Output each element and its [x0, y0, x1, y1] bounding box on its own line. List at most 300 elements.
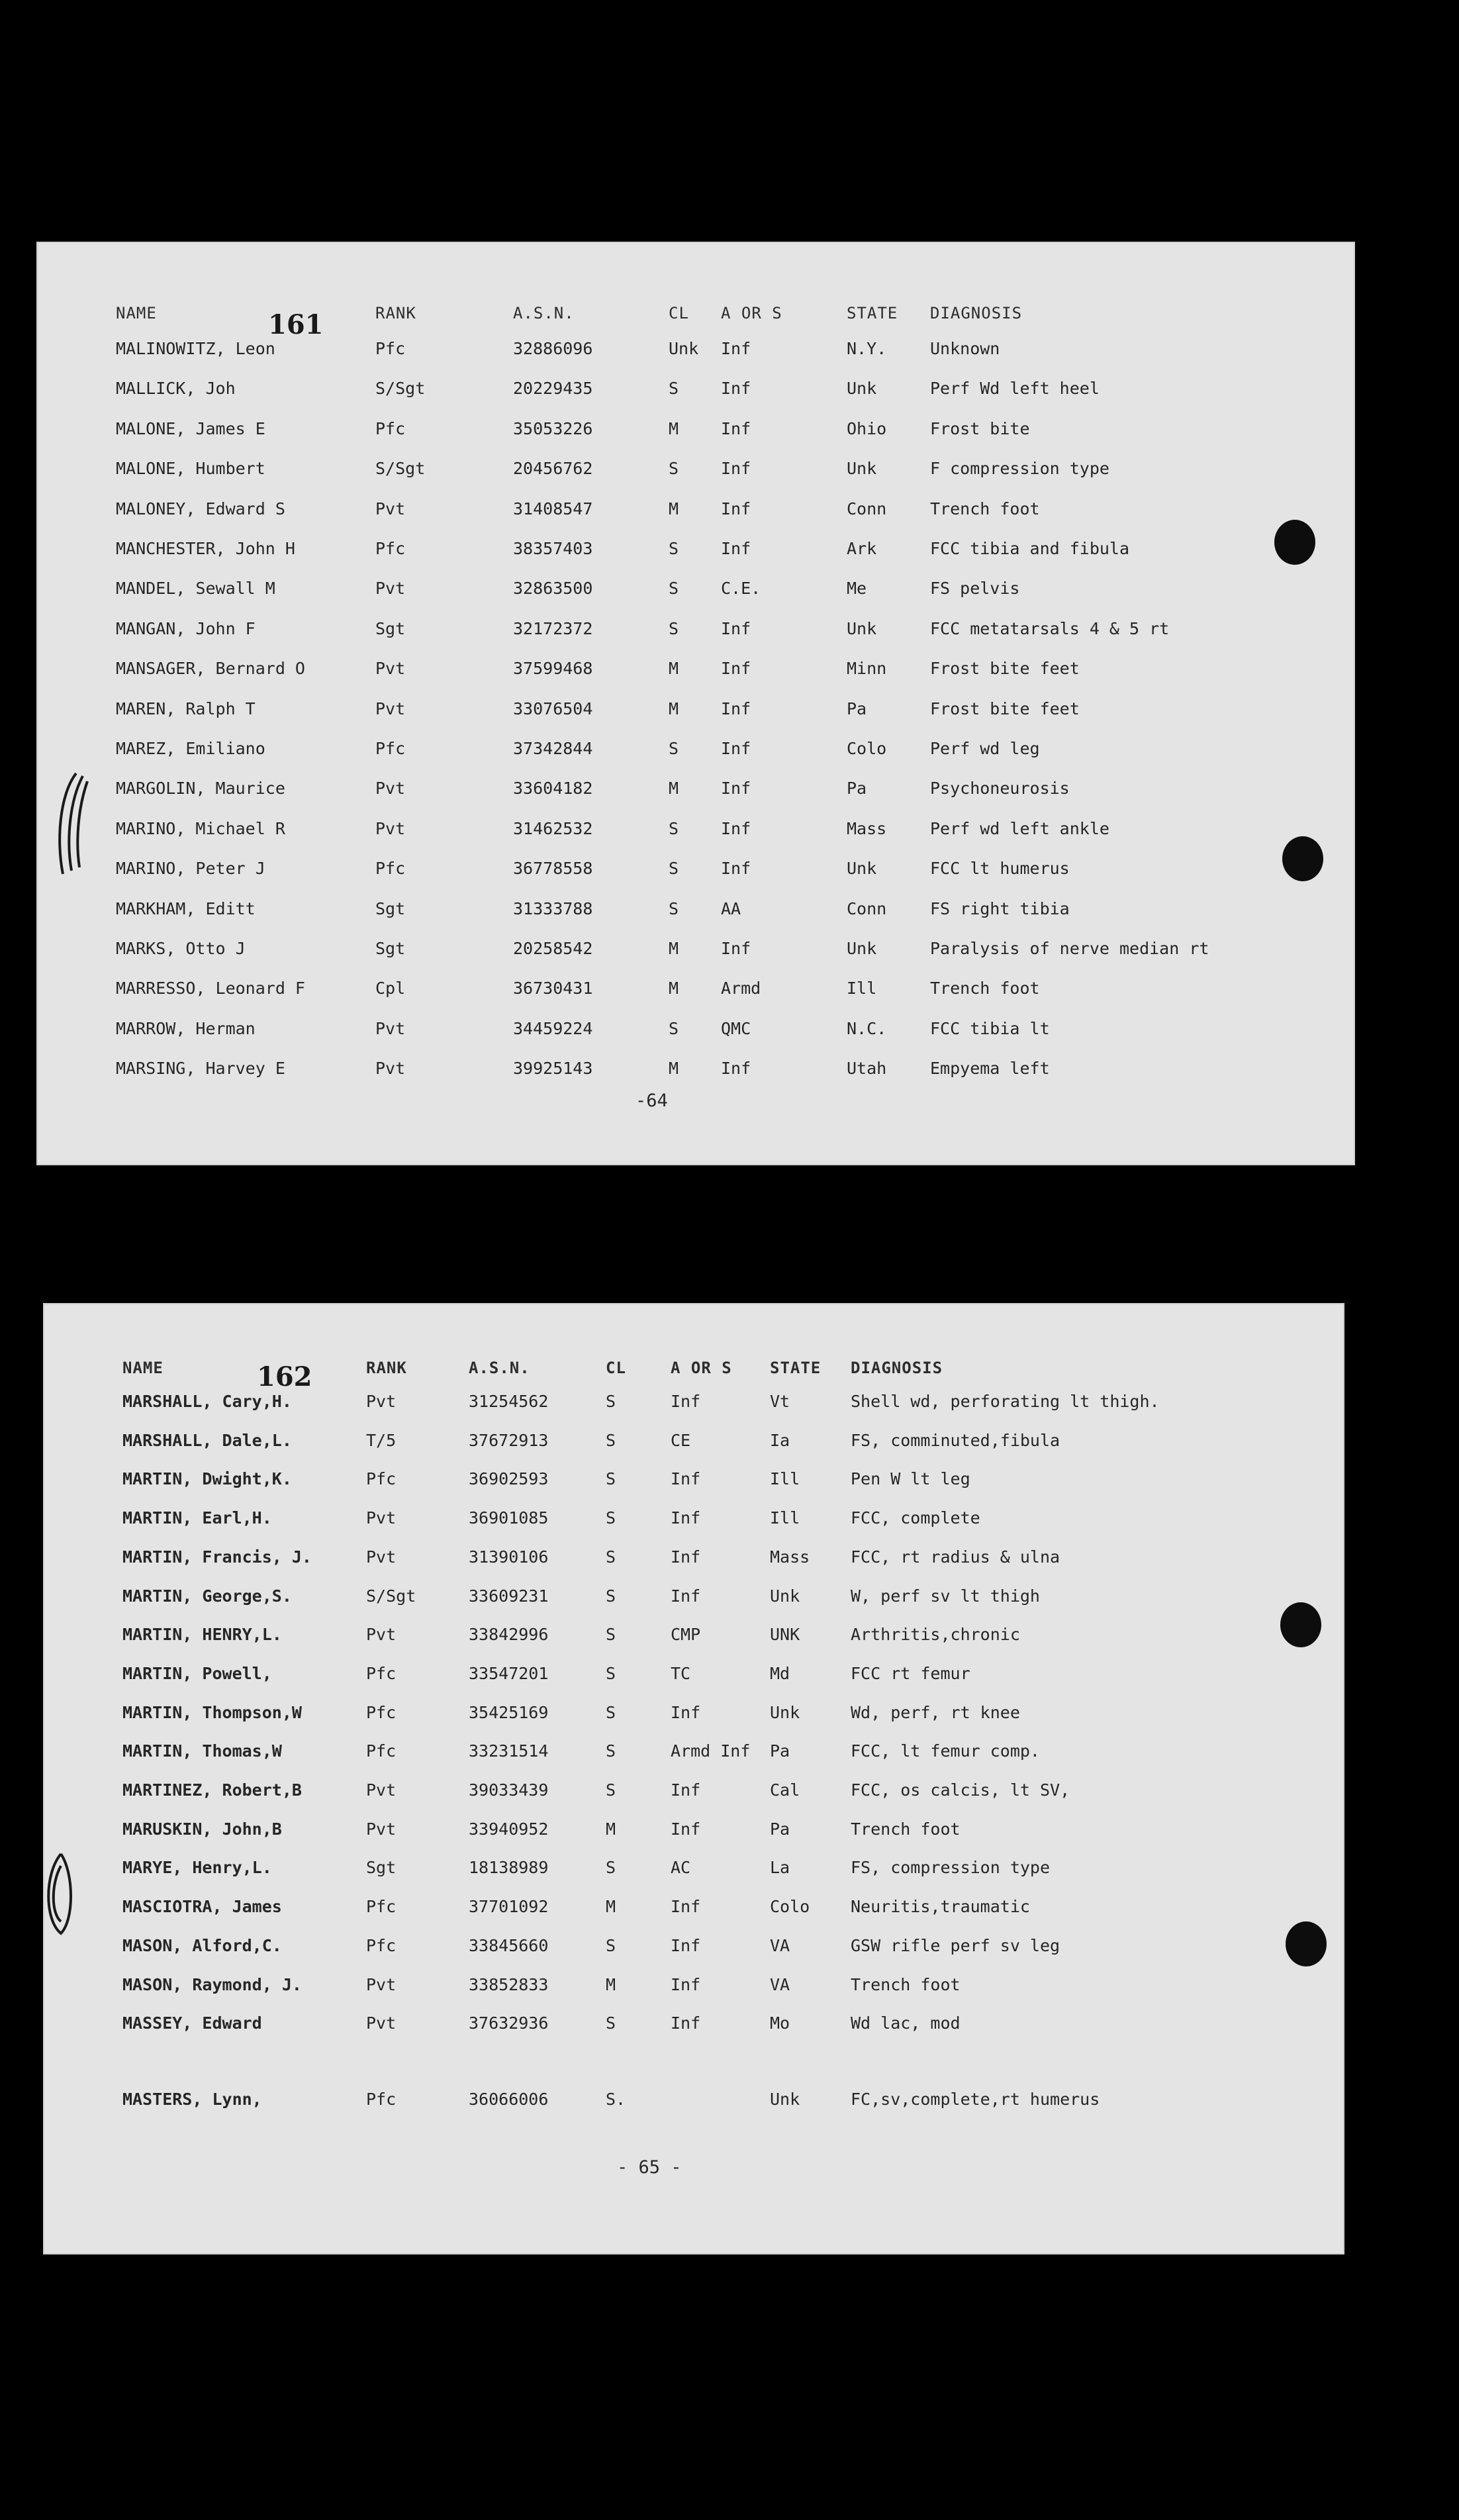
cell-rank: Pvt	[375, 1018, 406, 1038]
cell-cl: M	[606, 1974, 616, 1994]
cell-asn: 39925143	[513, 1059, 593, 1079]
cell-rank: Pvt	[366, 2013, 397, 2033]
cell-state: Ill	[847, 979, 877, 998]
table-row	[43, 1576, 1344, 1616]
cell-asn: 31462532	[513, 818, 593, 838]
header-name: NAME	[122, 1359, 164, 1377]
index-card-161	[36, 242, 1355, 1165]
cell-asn: 32886096	[513, 339, 593, 358]
cell-rank: Pfc	[366, 1741, 397, 1761]
table-row	[43, 1498, 1344, 1538]
cell-arm: AC	[671, 1858, 691, 1878]
cell-state: La	[770, 1858, 790, 1878]
cell-diagnosis: Empyema left	[930, 1059, 1050, 1079]
cell-arm: Inf	[721, 1059, 751, 1079]
cell-arm: Inf	[721, 659, 751, 679]
table-row	[43, 1459, 1344, 1499]
cell-name: MASSEY, Edward	[122, 2013, 262, 2033]
cell-state: Ia	[770, 1430, 790, 1450]
cell-rank: S/Sgt	[375, 459, 426, 479]
cell-asn: 36901085	[469, 1508, 549, 1528]
cell-diagnosis: Unknown	[930, 339, 1000, 358]
header-cl: CL	[606, 1359, 626, 1377]
cell-asn: 33852833	[469, 1974, 549, 1994]
cell-arm: Inf	[671, 1469, 701, 1489]
cell-name: MARSHALL, Dale,L.	[122, 1430, 292, 1450]
cell-arm: AA	[721, 898, 741, 918]
pen-scribble	[41, 1847, 81, 1940]
cell-name: MARTIN, George,S.	[122, 1586, 292, 1606]
cell-diagnosis: Frost bite	[930, 418, 1030, 438]
cell-cl: M	[669, 779, 679, 799]
cell-arm: Inf	[671, 1935, 701, 1955]
table-row	[43, 2080, 1344, 2119]
cell-rank: Pvt	[366, 1625, 397, 1645]
cell-asn: 36066006	[469, 2089, 549, 2109]
cell-name: MALONE, Humbert	[116, 459, 265, 479]
cell-rank: Pfc	[366, 2089, 397, 2109]
cell-name: MARTIN, Thompson,W	[122, 1702, 302, 1722]
cell-arm: Inf	[721, 939, 751, 958]
cell-name: MALONEY, Edward S	[116, 499, 285, 518]
cell-diagnosis: F compression type	[930, 459, 1109, 479]
cell-state: Mass	[847, 818, 887, 838]
cell-state: Utah	[847, 1059, 887, 1079]
table-row	[36, 449, 1355, 489]
cell-state: Ark	[847, 539, 877, 558]
cell-asn: 33940952	[469, 1819, 549, 1839]
cell-asn: 31390106	[469, 1547, 549, 1567]
table-row	[43, 1615, 1344, 1655]
cell-arm: Inf	[671, 1586, 701, 1606]
cell-rank: Pvt	[375, 818, 406, 838]
cell-diagnosis: FCC tibia lt	[930, 1018, 1050, 1038]
cell-rank: Pvt	[375, 779, 406, 799]
pen-scribble	[46, 768, 99, 881]
cell-name: MARTIN, Powell,	[122, 1663, 272, 1683]
cell-diagnosis: FCC tibia and fibula	[930, 539, 1130, 558]
cell-asn: 37632936	[469, 2013, 549, 2033]
cell-state: Colo	[770, 1897, 810, 1917]
cell-arm: Inf	[721, 739, 751, 758]
table-row	[36, 809, 1355, 849]
cell-rank: Pfc	[366, 1702, 397, 1722]
cell-cl: S	[606, 1430, 616, 1450]
card-number: 162	[257, 1361, 312, 1392]
table-row	[36, 969, 1355, 1008]
cell-asn: 35425169	[469, 1702, 549, 1722]
cell-rank: Pfc	[375, 739, 406, 758]
cell-cl: S	[669, 859, 679, 879]
cell-diagnosis: FCC lt humerus	[930, 859, 1070, 879]
cell-rank: Pvt	[375, 659, 406, 679]
table-row	[43, 1421, 1344, 1461]
cell-state: Cal	[770, 1780, 800, 1800]
cell-cl: S	[606, 1508, 616, 1528]
cell-cl: Unk	[669, 339, 699, 358]
cell-asn: 33076504	[513, 699, 593, 718]
cell-cl: M	[606, 1819, 616, 1839]
cell-cl: M	[669, 659, 679, 679]
cell-cl: M	[669, 499, 679, 518]
cell-rank: Pvt	[366, 1819, 397, 1839]
cell-rank: Pfc	[366, 1935, 397, 1955]
cell-asn: 34459224	[513, 1018, 593, 1038]
cell-asn: 39033439	[469, 1780, 549, 1800]
header-diagnosis: DIAGNOSIS	[930, 304, 1023, 322]
cell-arm: Inf	[721, 459, 751, 479]
cell-name: MARYE, Henry,L.	[122, 1858, 272, 1878]
table-row	[43, 1926, 1344, 1966]
cell-arm: Inf	[671, 1974, 701, 1994]
cell-rank: Pvt	[366, 1392, 397, 1411]
cell-name: MARINO, Michael R	[116, 818, 285, 838]
cell-asn: 20456762	[513, 459, 593, 479]
table-row	[43, 1382, 1344, 1422]
cell-asn: 38357403	[513, 539, 593, 558]
cell-arm: Inf	[721, 418, 751, 438]
cell-asn: 31408547	[513, 499, 593, 518]
cell-state: Unk	[770, 1702, 800, 1722]
punch-hole	[1286, 1921, 1327, 1966]
cell-cl: S	[606, 1469, 616, 1489]
table-row	[36, 889, 1355, 929]
header-cl: CL	[669, 304, 689, 322]
cell-cl: M	[669, 979, 679, 998]
cell-rank: Pfc	[375, 418, 406, 438]
table-row	[43, 2004, 1344, 2043]
cell-diagnosis: Psychoneurosis	[930, 779, 1070, 799]
cell-asn: 31333788	[513, 898, 593, 918]
table-row	[36, 769, 1355, 808]
table-row	[43, 1770, 1344, 1810]
cell-cl: M	[606, 1897, 616, 1917]
cell-diagnosis: Frost bite feet	[930, 659, 1080, 679]
cell-state: Pa	[770, 1819, 790, 1839]
cell-name: MARROW, Herman	[116, 1018, 256, 1038]
table-row	[36, 1049, 1355, 1089]
cell-diagnosis: FS pelvis	[930, 579, 1020, 599]
cell-name: MANGAN, John F	[116, 618, 256, 638]
cell-state: Unk	[770, 2089, 800, 2109]
cell-diagnosis: Wd, perf, rt knee	[851, 1702, 1020, 1722]
cell-rank: Sgt	[375, 939, 406, 958]
cell-state: Md	[770, 1663, 790, 1683]
cell-rank: Pfc	[366, 1897, 397, 1917]
table-row	[43, 1887, 1344, 1927]
cell-rank: Pvt	[375, 579, 406, 599]
cell-rank: S/Sgt	[366, 1586, 416, 1606]
cell-cl: S	[669, 579, 679, 599]
cell-diagnosis: Trench foot	[851, 1974, 961, 1994]
header-rank: RANK	[366, 1359, 407, 1377]
cell-diagnosis: FCC, lt femur comp.	[851, 1741, 1040, 1761]
cell-diagnosis: Wd lac, mod	[851, 2013, 961, 2033]
cell-rank: Pfc	[366, 1469, 397, 1489]
cell-asn: 35053226	[513, 418, 593, 438]
cell-state: Unk	[847, 859, 877, 879]
cell-arm: Inf	[721, 818, 751, 838]
cell-arm: Inf	[721, 499, 751, 518]
cell-cl: S	[606, 1935, 616, 1955]
cell-diagnosis: Paralysis of nerve median rt	[930, 939, 1209, 958]
header-name: NAME	[116, 304, 157, 322]
cell-diagnosis: Shell wd, perforating lt thigh.	[851, 1392, 1160, 1411]
cell-state: Conn	[847, 499, 887, 518]
cell-diagnosis: Frost bite feet	[930, 699, 1080, 718]
cell-arm: Inf	[721, 618, 751, 638]
cell-name: MARRESSO, Leonard F	[116, 979, 305, 998]
cell-diagnosis: FCC, os calcis, lt SV,	[851, 1780, 1070, 1800]
cell-arm: Armd Inf	[671, 1741, 751, 1761]
cell-state: VA	[770, 1974, 790, 1994]
table-row	[36, 529, 1355, 569]
cell-cl: S	[606, 2013, 616, 2033]
cell-name: MASON, Alford,C.	[122, 1935, 282, 1955]
cell-cl: S	[606, 1663, 616, 1683]
table-row	[36, 689, 1355, 729]
table-row	[43, 1848, 1344, 1888]
cell-asn: 33609231	[469, 1586, 549, 1606]
cell-name: MANSAGER, Bernard O	[116, 659, 305, 679]
cell-cl: S	[606, 1702, 616, 1722]
cell-rank: Cpl	[375, 979, 406, 998]
cell-name: MARTIN, Earl,H.	[122, 1508, 272, 1528]
cell-asn: 33842996	[469, 1625, 549, 1645]
header-asn: A.S.N.	[513, 304, 575, 322]
cell-arm: CE	[671, 1430, 691, 1450]
cell-state: N.Y.	[847, 339, 887, 358]
cell-cl: M	[669, 1059, 679, 1079]
table-row	[36, 929, 1355, 969]
table-row	[36, 649, 1355, 689]
table-row	[36, 729, 1355, 769]
table-row	[36, 369, 1355, 409]
table-row	[43, 1537, 1344, 1577]
cell-name: MANDEL, Sewall M	[116, 579, 275, 599]
cell-arm: Inf	[721, 339, 751, 358]
table-row	[36, 849, 1355, 889]
cell-state: Pa	[847, 699, 867, 718]
cell-arm: Inf	[671, 2013, 701, 2033]
cell-arm: Inf	[671, 1702, 701, 1722]
table-row	[36, 1009, 1355, 1049]
cell-cl: S	[669, 618, 679, 638]
cell-cl: S	[606, 1586, 616, 1606]
cell-state: Ill	[770, 1469, 800, 1489]
cell-cl: M	[669, 418, 679, 438]
cell-asn: 37599468	[513, 659, 593, 679]
cell-cl: M	[669, 939, 679, 958]
cell-arm: Inf	[671, 1392, 701, 1411]
cell-diagnosis: FCC, rt radius & ulna	[851, 1547, 1060, 1567]
cell-name: MALONE, James E	[116, 418, 265, 438]
cell-rank: S/Sgt	[375, 379, 426, 399]
cell-rank: Pvt	[366, 1974, 397, 1994]
cell-asn: 33547201	[469, 1663, 549, 1683]
cell-state: Mass	[770, 1547, 810, 1567]
cell-diagnosis: W, perf sv lt thigh	[851, 1586, 1040, 1606]
cell-rank: Sgt	[375, 618, 406, 638]
cell-cl: S	[606, 1625, 616, 1645]
cell-name: MARUSKIN, John,B	[122, 1819, 282, 1839]
cell-state: Mo	[770, 2013, 790, 2033]
cell-diagnosis: FC,sv,complete,rt humerus	[851, 2089, 1100, 2109]
cell-diagnosis: FS right tibia	[930, 898, 1070, 918]
cell-state: Ohio	[847, 418, 887, 438]
cell-asn: 36730431	[513, 979, 593, 998]
cell-state: N.C.	[847, 1018, 887, 1038]
cell-name: MARTIN, Dwight,K.	[122, 1469, 292, 1489]
page-number: - 65 -	[617, 2157, 682, 2178]
punch-hole	[1282, 836, 1323, 881]
cell-name: MARKHAM, Editt	[116, 898, 256, 918]
cell-state: Unk	[847, 459, 877, 479]
header-rank: RANK	[375, 304, 416, 322]
cell-name: MARSHALL, Cary,H.	[122, 1392, 292, 1411]
cell-name: MARTINEZ, Robert,B	[122, 1780, 302, 1800]
cell-asn: 20258542	[513, 939, 593, 958]
cell-name: MARTIN, Thomas,W	[122, 1741, 282, 1761]
cell-diagnosis: Perf wd left ankle	[930, 818, 1109, 838]
cell-state: Unk	[770, 1586, 800, 1606]
cell-state: Vt	[770, 1392, 790, 1411]
cell-cl: S	[606, 1858, 616, 1878]
cell-asn: 33231514	[469, 1741, 549, 1761]
cell-name: MASON, Raymond, J.	[122, 1974, 302, 1994]
cell-diagnosis: FS, comminuted,fibula	[851, 1430, 1060, 1450]
cell-cl: S	[669, 739, 679, 758]
table-row	[43, 1810, 1344, 1849]
cell-diagnosis: Trench foot	[930, 499, 1040, 518]
cell-rank: Pvt	[366, 1780, 397, 1800]
cell-asn: 32863500	[513, 579, 593, 599]
cell-arm: Inf	[671, 1780, 701, 1800]
table-row	[43, 1965, 1344, 2005]
header-row	[36, 293, 1355, 333]
cell-rank: Sgt	[375, 898, 406, 918]
cell-rank: Sgt	[366, 1858, 397, 1878]
cell-rank: Pfc	[375, 859, 406, 879]
cell-state: UNK	[770, 1625, 800, 1645]
cell-cl: S	[669, 379, 679, 399]
cell-cl: S	[669, 898, 679, 918]
cell-state: Ill	[770, 1508, 800, 1528]
punch-hole	[1280, 1602, 1321, 1647]
cell-name: MARSING, Harvey E	[116, 1059, 285, 1079]
cell-arm: QMC	[721, 1018, 751, 1038]
index-card-162	[43, 1303, 1344, 2254]
cell-rank: Pvt	[366, 1547, 397, 1567]
cell-state: Minn	[847, 659, 887, 679]
card-number: 161	[268, 309, 324, 340]
cell-cl: M	[669, 699, 679, 718]
cell-asn: 33604182	[513, 779, 593, 799]
cell-arm: Inf	[671, 1547, 701, 1567]
header-arm-or-service: A OR S	[671, 1359, 732, 1377]
cell-state: Unk	[847, 618, 877, 638]
cell-asn: 33845660	[469, 1935, 549, 1955]
cell-diagnosis: GSW rifle perf sv leg	[851, 1935, 1060, 1955]
cell-rank: Pfc	[375, 539, 406, 558]
cell-asn: 37701092	[469, 1897, 549, 1917]
cell-diagnosis: Perf Wd left heel	[930, 379, 1100, 399]
cell-state: Pa	[770, 1741, 790, 1761]
cell-arm: Inf	[721, 539, 751, 558]
cell-state: Colo	[847, 739, 887, 758]
cell-state: Unk	[847, 939, 877, 958]
cell-asn: 37672913	[469, 1430, 549, 1450]
header-diagnosis: DIAGNOSIS	[851, 1359, 943, 1377]
cell-diagnosis: Trench foot	[851, 1819, 961, 1839]
cell-asn: 36778558	[513, 859, 593, 879]
cell-state: VA	[770, 1935, 790, 1955]
cell-name: MARTIN, Francis, J.	[122, 1547, 312, 1567]
cell-arm: Inf	[721, 699, 751, 718]
cell-arm: Inf	[721, 779, 751, 799]
cell-state: Conn	[847, 898, 887, 918]
cell-diagnosis: Trench foot	[930, 979, 1040, 998]
table-row	[36, 409, 1355, 449]
cell-asn: 31254562	[469, 1392, 549, 1411]
cell-name: MALLICK, Joh	[116, 379, 236, 399]
cell-diagnosis: FCC rt femur	[851, 1663, 970, 1683]
cell-name: MARTIN, HENRY,L.	[122, 1625, 282, 1645]
cell-asn: 37342844	[513, 739, 593, 758]
cell-diagnosis: Pen W lt leg	[851, 1469, 970, 1489]
cell-arm: Inf	[671, 1819, 701, 1839]
header-arm-or-service: A OR S	[721, 304, 782, 322]
cell-arm: Inf	[721, 859, 751, 879]
cell-asn: 20229435	[513, 379, 593, 399]
table-row	[43, 1654, 1344, 1694]
cell-diagnosis: Perf wd leg	[930, 739, 1040, 758]
cell-arm: Inf	[671, 1897, 701, 1917]
cell-name: MASTERS, Lynn,	[122, 2089, 262, 2109]
cell-diagnosis: FCC, complete	[851, 1508, 980, 1528]
cell-asn: 36902593	[469, 1469, 549, 1489]
cell-cl: S	[669, 459, 679, 479]
cell-rank: T/5	[366, 1430, 397, 1450]
cell-name: MAREZ, Emiliano	[116, 739, 265, 758]
header-state: STATE	[770, 1359, 822, 1377]
cell-name: MALINOWITZ, Leon	[116, 339, 275, 358]
cell-cl: S.	[606, 2089, 626, 2109]
cell-state: Me	[847, 579, 867, 599]
cell-arm: CMP	[671, 1625, 701, 1645]
cell-cl: S	[669, 818, 679, 838]
cell-cl: S	[606, 1741, 616, 1761]
table-row	[36, 569, 1355, 608]
cell-state: Unk	[847, 379, 877, 399]
cell-name: MASCIOTRA, James	[122, 1897, 282, 1917]
cell-cl: S	[606, 1547, 616, 1567]
header-asn: A.S.N.	[469, 1359, 530, 1377]
cell-name: MAREN, Ralph T	[116, 699, 256, 718]
table-row	[36, 489, 1355, 529]
cell-state: Pa	[847, 779, 867, 799]
page-number: -64	[635, 1090, 668, 1111]
cell-cl: S	[669, 1018, 679, 1038]
cell-rank: Pvt	[375, 1059, 406, 1079]
cell-arm: TC	[671, 1663, 691, 1683]
cell-arm: Armd	[721, 979, 761, 998]
cell-cl: S	[606, 1780, 616, 1800]
cell-diagnosis: Neuritis,traumatic	[851, 1897, 1030, 1917]
cell-diagnosis: FCC metatarsals 4 & 5 rt	[930, 618, 1170, 638]
table-row	[36, 609, 1355, 649]
cell-rank: Pvt	[366, 1508, 397, 1528]
